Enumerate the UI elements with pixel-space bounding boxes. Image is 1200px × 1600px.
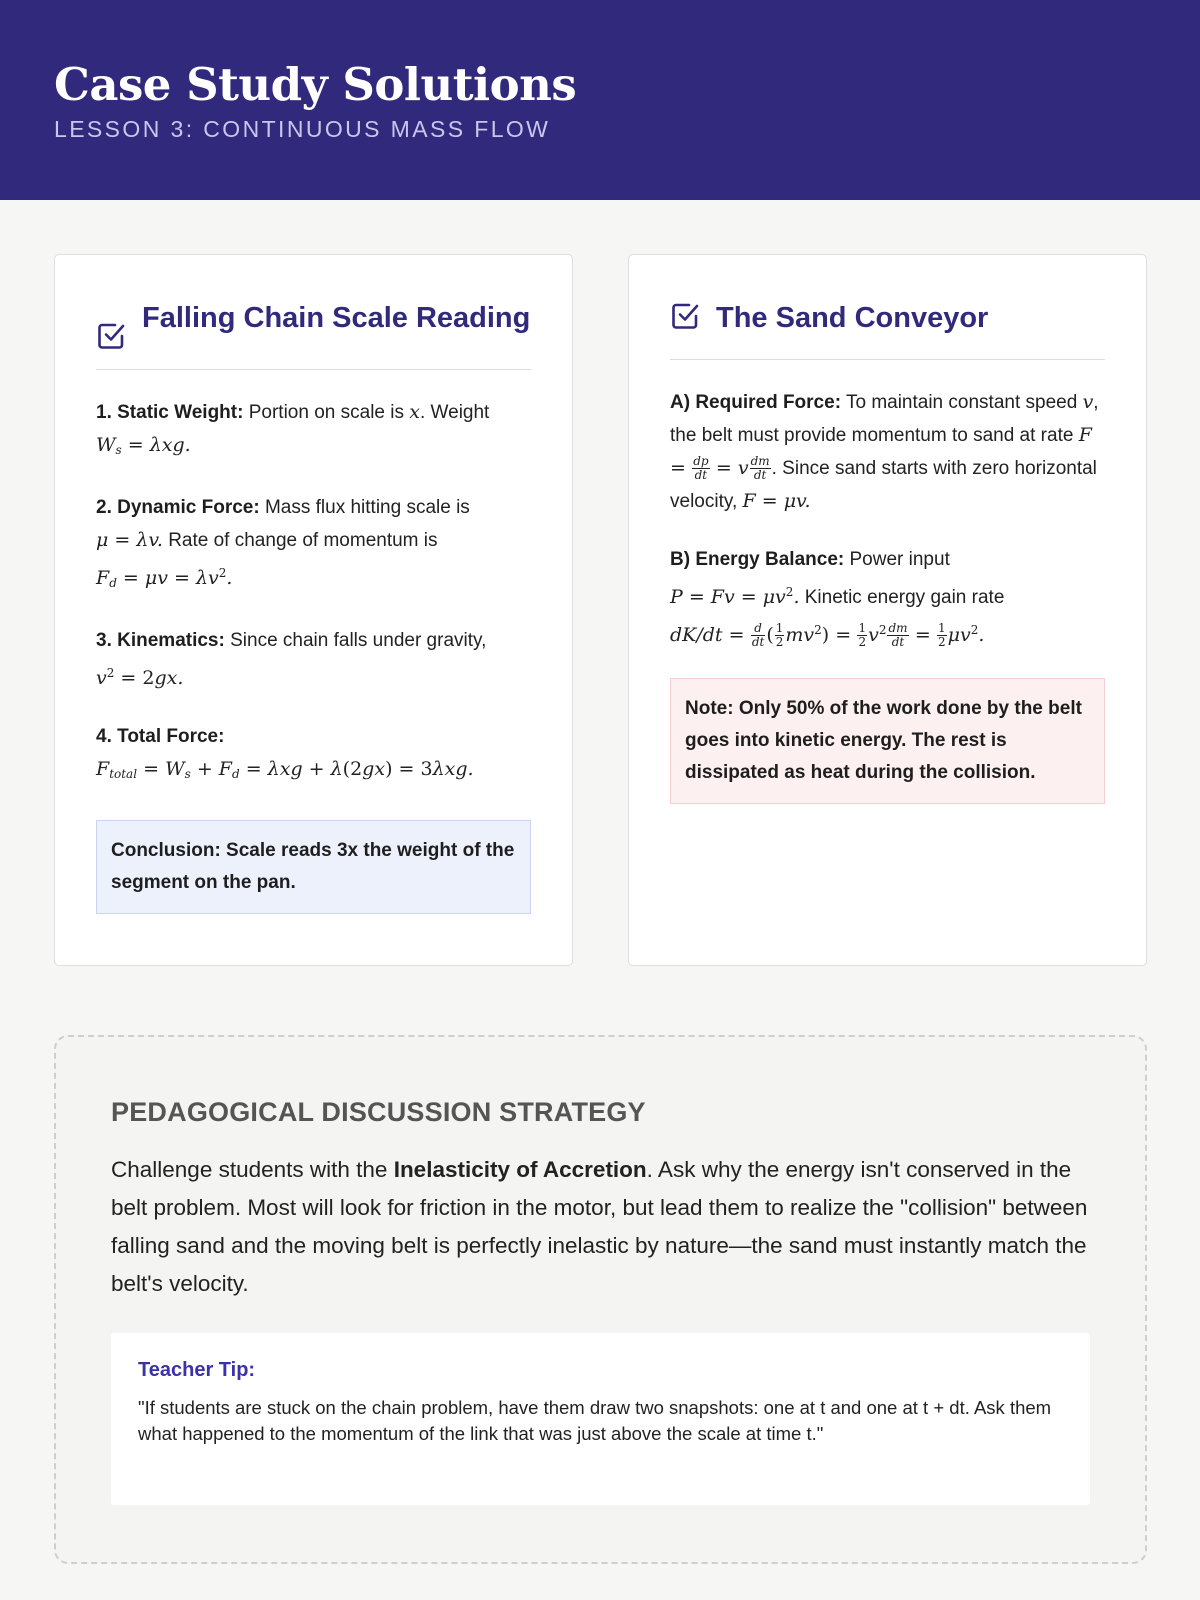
checkbox-icon (96, 321, 126, 351)
card-header (96, 295, 531, 370)
falling-chain-card (54, 254, 573, 966)
step-kinematics: 3. Kinematics: Since chain falls under gravity, $v^2 = 2gx$. (96, 630, 487, 689)
page-subtitle: LESSON 3: CONTINUOUS MASS FLOW (54, 116, 551, 142)
step-total-force: 4. Total Force: $F_{total} = W_s + F_d = \lambda xg + \lambda(2gx) = 3\lambda xg$. (96, 726, 474, 781)
checkbox-icon (670, 301, 700, 331)
card-header (670, 295, 1105, 360)
card-title: Falling Chain Scale Reading (142, 302, 531, 334)
part-energy-balance: B) Energy Balance: Power input $P = Fv = \mu v^2$. Kinetic energy gain rate dK/dt = $\frac{d}{dt}$ ( $\frac{1}{2}$ $mv^2$) = $\frac{1}{2}$ $v^2$ $\frac{dm}{dt}$ = $\frac{1}{2}$ $\mu v^2$. (670, 549, 1005, 650)
teacher-tip (111, 1333, 1090, 1505)
discussion-strategy-box (54, 1035, 1147, 1564)
note-callout: Note: Only 50% of the work done by the belt goes into kinetic energy. The rest is dissipated as heat during the collision. (670, 678, 1105, 804)
part-required-force: A) Required Force: To maintain constant speed v, the belt must provide momentum to sand at rate F = $\frac{dp}{dt}$ = v $\frac{dm}{dt}$ . Since sand starts with zero horizontal velocity, F = μv. (670, 391, 1099, 512)
teacher-tip-title: Teacher Tip: (138, 1359, 256, 1381)
discussion-heading: PEDAGOGICAL DISCUSSION STRATEGY (111, 1097, 646, 1127)
page-title: Case Study Solutions (54, 58, 577, 111)
step-static-weight: 1. Static Weight: Portion on scale is x. Weight $W_s = \lambda xg$. (96, 401, 490, 457)
teacher-tip-text: "If students are stuck on the chain problem, have them draw two snapshots: one at t and one at t + dt. Ask them what happened to the momentum of the link that was just above the scale at time t." (138, 1397, 1052, 1444)
page-header (0, 0, 1200, 200)
solutions-cards (54, 254, 1147, 966)
conclusion-callout: Conclusion: Scale reads 3x the weight of the segment on the pan. (96, 820, 531, 914)
discussion-text: Challenge students with the Inelasticity of Accretion. Ask why the energy isn't conserved in the belt problem. Most will look for friction in the motor, but lead them to realize the "collision" between falling sand and the moving belt is perfectly inelastic by nature—the sand must instantly match the belt's velocity. (111, 1157, 1088, 1296)
step-dynamic-force: 2. Dynamic Force: Mass flux hitting scale is μ = λv. Rate of change of momentum is $F_d = \mu v = \lambda v^2$. (96, 497, 470, 590)
sand-conveyor-card (628, 254, 1147, 966)
card-title: The Sand Conveyor (716, 302, 989, 334)
